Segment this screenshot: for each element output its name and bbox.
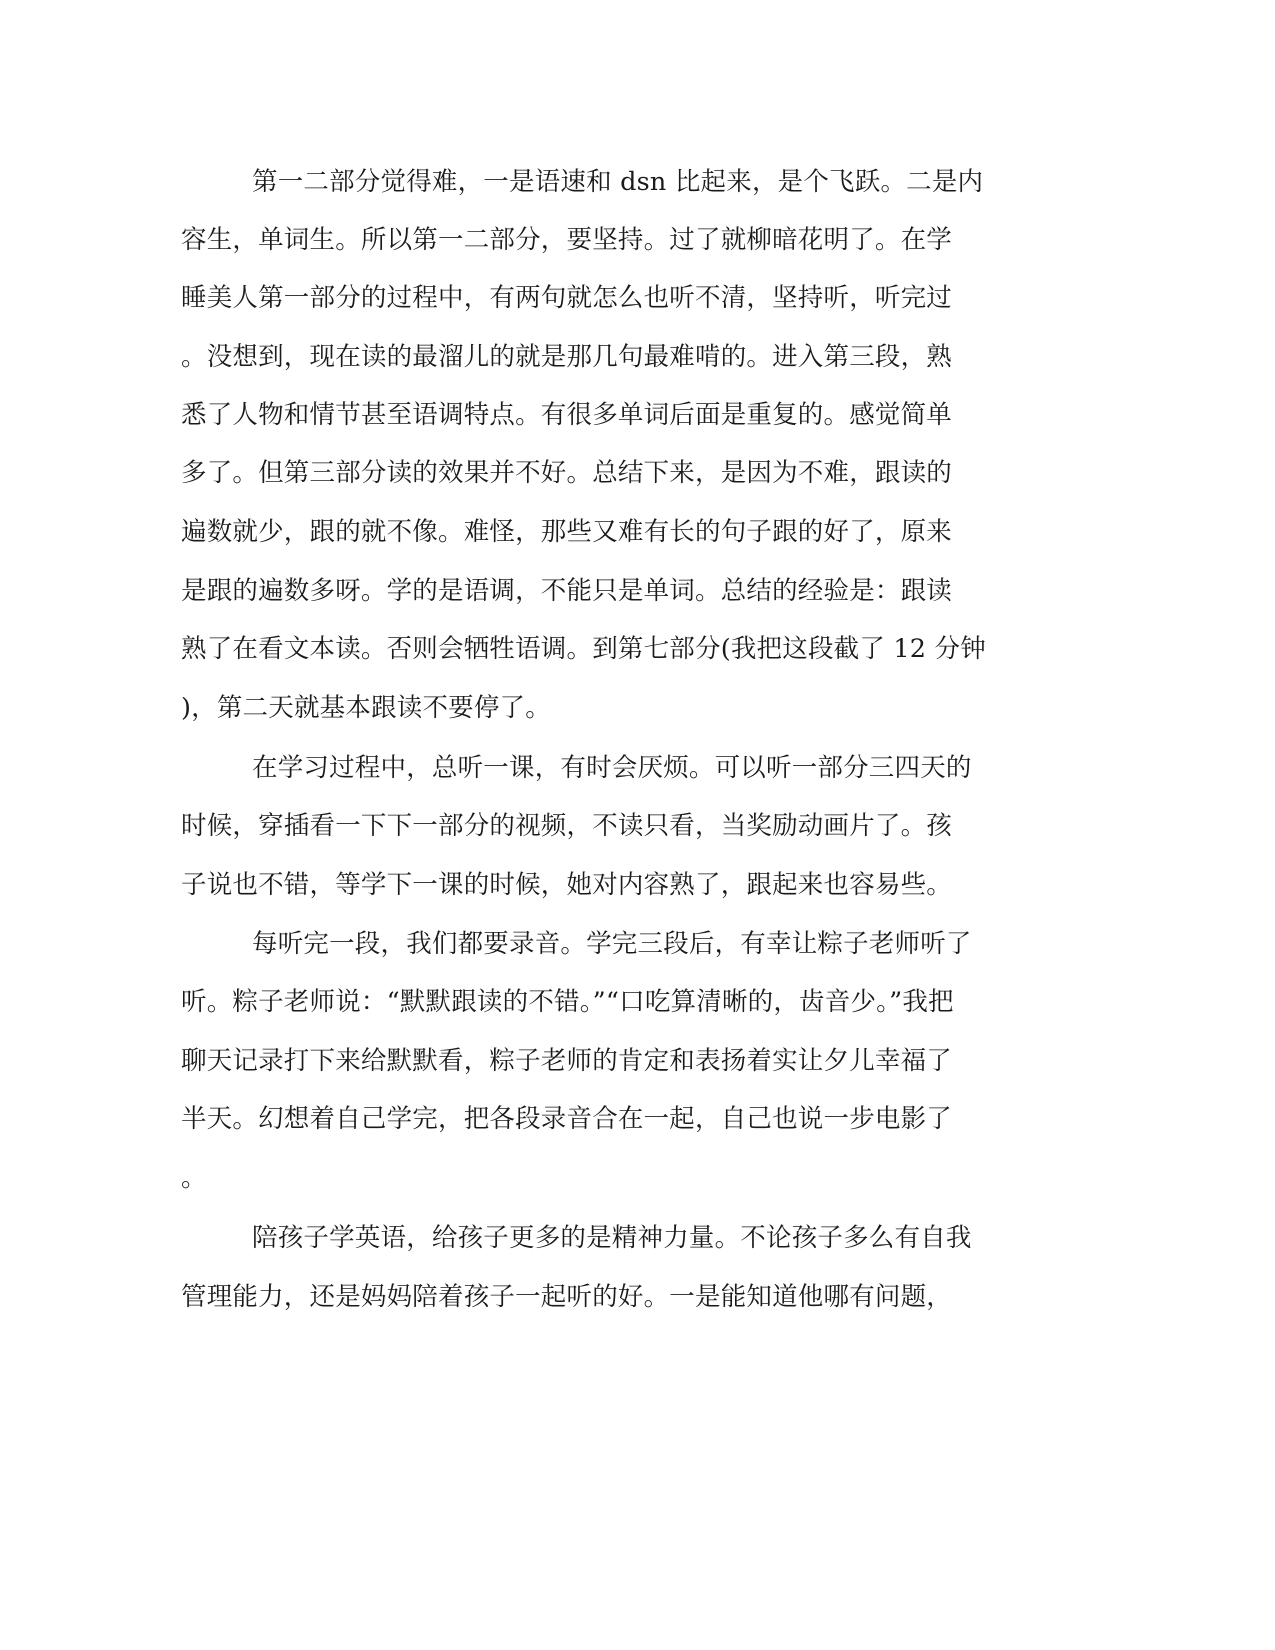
text-line: 管理能力，还是妈妈陪着孩子一起听的好。一是能知道他哪有问题， [181, 1282, 953, 1312]
text-line: 遍数就少，跟的就不像。难怪，那些又难有长的句子跟的好了，原来 [181, 517, 953, 547]
text-line: 听。粽子老师说：“默默跟读的不错。”“口吃算清晰的，齿音少。”我把 [181, 987, 954, 1017]
text-line: 睡美人第一部分的过程中，有两句就怎么也听不清，坚持听，听完过 [181, 283, 953, 313]
text-line: 。没想到，现在读的最溜儿的就是那几句最难啃的。进入第三段，熟 [181, 342, 953, 372]
text-line: 陪孩子学英语，给孩子更多的是精神力量。不论孩子多么有自我 [252, 1223, 972, 1253]
text-line: 熟了在看文本读。否则会牺牲语调。到第七部分(我把这段截了 12 分钟 [181, 634, 986, 664]
text-line: 容生，单词生。所以第一二部分，要坚持。过了就柳暗花明了。在学 [181, 225, 953, 255]
text-line: 时候，穿插看一下下一部分的视频，不读只看，当奖励动画片了。孩 [181, 811, 953, 841]
text-line: 。 [181, 1163, 207, 1193]
text-line: 第一二部分觉得难，一是语速和 dsn 比起来，是个飞跃。二是内 [252, 167, 984, 197]
text-line: 聊天记录打下来给默默看，粽子老师的肯定和表扬着实让夕儿幸福了 [181, 1046, 953, 1076]
text-line: 是跟的遍数多呀。学的是语调，不能只是单词。总结的经验是：跟读 [181, 576, 953, 606]
text-line: 半天。幻想着自己学完，把各段录音合在一起，自己也说一步电影了 [181, 1104, 953, 1134]
text-line: 悉了人物和情节甚至语调特点。有很多单词后面是重复的。感觉简单 [181, 400, 953, 430]
text-line: )，第二天就基本跟读不要停了。 [181, 693, 551, 723]
text-line: 在学习过程中，总听一课，有时会厌烦。可以听一部分三四天的 [252, 753, 972, 783]
text-line: 每听完一段，我们都要录音。学完三段后，有幸让粽子老师听了 [252, 929, 972, 959]
text-line: 多了。但第三部分读的效果并不好。总结下来，是因为不难，跟读的 [181, 458, 953, 488]
text-line: 子说也不错，等学下一课的时候，她对内容熟了，跟起来也容易些。 [181, 870, 953, 900]
